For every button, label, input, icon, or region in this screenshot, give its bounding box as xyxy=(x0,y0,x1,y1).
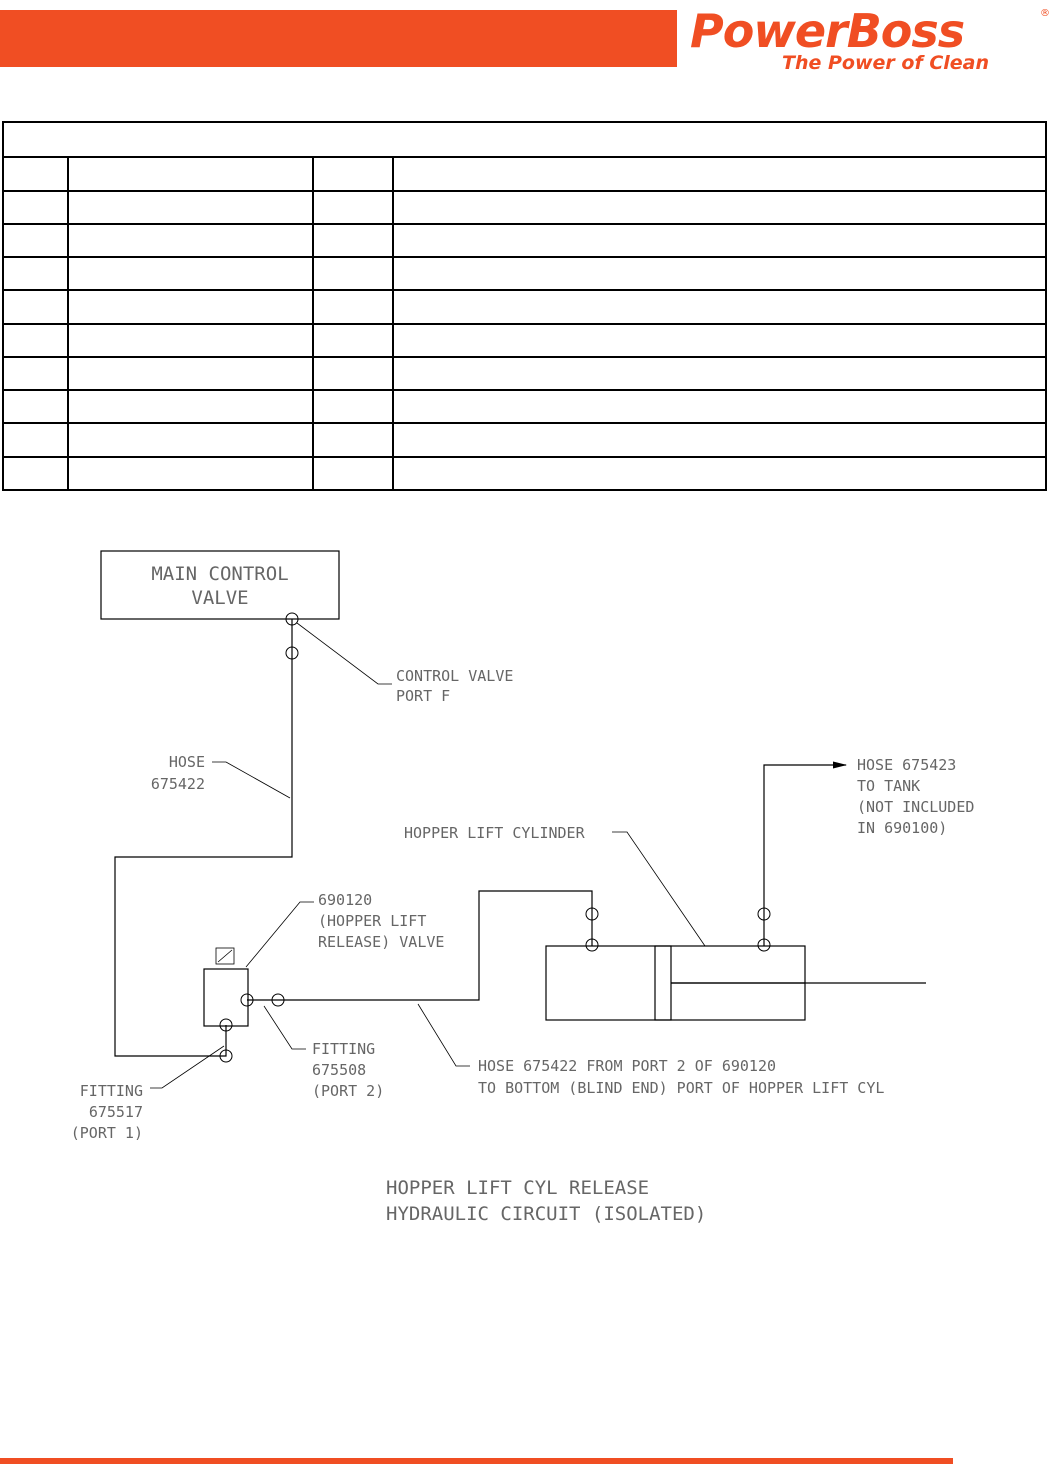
tank-hose-label-3: (NOT INCLUDED xyxy=(857,798,975,816)
table-cell xyxy=(393,357,1046,390)
table-row xyxy=(3,357,1046,390)
table-cell xyxy=(68,224,313,257)
table-cell xyxy=(313,290,393,323)
table-cell xyxy=(68,257,313,290)
table-cell xyxy=(68,191,313,224)
port-f-label: CONTROL VALVE xyxy=(396,667,514,685)
hose-left-label: HOSE xyxy=(168,753,205,771)
table-cell xyxy=(68,423,313,456)
fitting-port-1-label-2: 675517 xyxy=(88,1103,143,1121)
table-cell xyxy=(393,290,1046,323)
header-bar xyxy=(0,10,677,67)
table-row xyxy=(3,224,1046,257)
diagram-caption: HOPPER LIFT CYL RELEASE xyxy=(386,1177,650,1199)
table-cell xyxy=(68,290,313,323)
table-cell xyxy=(3,257,68,290)
tank-hose-label-2: TO TANK xyxy=(857,777,921,795)
hose-bottom-label-2: TO BOTTOM (BLIND END) PORT OF HOPPER LIFT CYL xyxy=(478,1079,885,1097)
table-cell xyxy=(393,324,1046,357)
footer-bar xyxy=(0,1458,953,1464)
powerboss-logo xyxy=(690,6,1054,76)
table-cell xyxy=(313,324,393,357)
fitting-port-1-label: FITTING xyxy=(79,1082,143,1100)
fitting-port-1-leader xyxy=(150,1046,224,1088)
table-cell xyxy=(313,457,393,490)
fitting-port-2-leader xyxy=(264,1006,306,1049)
table-cell xyxy=(393,191,1046,224)
tank-hose-line xyxy=(764,765,846,946)
parts-table xyxy=(2,121,1047,491)
table-cell xyxy=(313,191,393,224)
main-control-valve-label: MAIN CONTROL xyxy=(151,563,289,585)
cylinder-piston xyxy=(655,946,671,1020)
tank-hose-label-4: IN 690100) xyxy=(857,819,948,837)
table-cell xyxy=(313,157,393,190)
table-row xyxy=(3,390,1046,423)
table-cell xyxy=(313,390,393,423)
table-cell xyxy=(3,390,68,423)
table-cell xyxy=(3,324,68,357)
logo-wordmark: PowerBoss xyxy=(690,4,965,58)
cylinder-leader xyxy=(612,832,705,946)
table-cell xyxy=(68,324,313,357)
table-cell xyxy=(68,157,313,190)
release-valve-leader xyxy=(246,902,314,967)
table-cell xyxy=(393,257,1046,290)
table-row xyxy=(3,324,1046,357)
table-cell xyxy=(313,357,393,390)
table-cell xyxy=(68,390,313,423)
main-control-valve-label-2: VALVE xyxy=(191,587,249,609)
diagram-caption-2: HYDRAULIC CIRCUIT (ISOLATED) xyxy=(386,1203,707,1225)
release-valve-label-2: (HOPPER LIFT xyxy=(318,912,427,930)
table-cell xyxy=(313,423,393,456)
hose-left-leader xyxy=(212,762,290,798)
table-cell xyxy=(3,191,68,224)
table-cell xyxy=(393,423,1046,456)
registered-mark: ® xyxy=(1040,8,1050,19)
hose-bottom-leader xyxy=(418,1004,470,1066)
table-cell xyxy=(393,390,1046,423)
table-cell xyxy=(3,423,68,456)
hose-bottom-label: HOSE 675422 FROM PORT 2 OF 690120 xyxy=(478,1057,777,1075)
table-row xyxy=(3,423,1046,456)
table-cell xyxy=(3,357,68,390)
port-f-leader xyxy=(297,623,392,684)
fitting-port-2-label-3: (PORT 2) xyxy=(312,1082,385,1100)
logo-tagline: The Power of Clean xyxy=(782,52,990,74)
table-cell xyxy=(3,290,68,323)
hydraulic-circuit-diagram xyxy=(0,500,1059,1240)
release-valve-solenoid-slash xyxy=(218,950,232,962)
table-cell xyxy=(313,224,393,257)
tank-hose-label: HOSE 675423 xyxy=(857,756,957,774)
fitting-port-2-label-2: 675508 xyxy=(312,1061,367,1079)
table-cell xyxy=(393,224,1046,257)
release-valve-label-3: RELEASE) VALVE xyxy=(318,933,445,951)
hose-left-label-2: 675422 xyxy=(150,775,205,793)
table-cell xyxy=(3,224,68,257)
table-row xyxy=(3,257,1046,290)
hopper-lift-cylinder-label: HOPPER LIFT CYLINDER xyxy=(404,824,585,842)
table-cell xyxy=(393,457,1046,490)
fitting-port-1-label-3: (PORT 1) xyxy=(70,1124,143,1142)
table-cell xyxy=(3,457,68,490)
table-row xyxy=(3,290,1046,323)
table-row xyxy=(3,457,1046,490)
parts-table-title-row xyxy=(3,122,1046,157)
fitting-port-2-label: FITTING xyxy=(312,1040,376,1058)
table-cell xyxy=(68,457,313,490)
port-f-label-2: PORT F xyxy=(396,687,451,705)
table-row xyxy=(3,191,1046,224)
table-cell xyxy=(313,257,393,290)
table-row xyxy=(3,157,1046,190)
table-cell xyxy=(3,157,68,190)
table-cell xyxy=(393,157,1046,190)
table-cell xyxy=(68,357,313,390)
release-valve-label: 690120 xyxy=(318,891,373,909)
parts-table-title xyxy=(3,122,1046,157)
